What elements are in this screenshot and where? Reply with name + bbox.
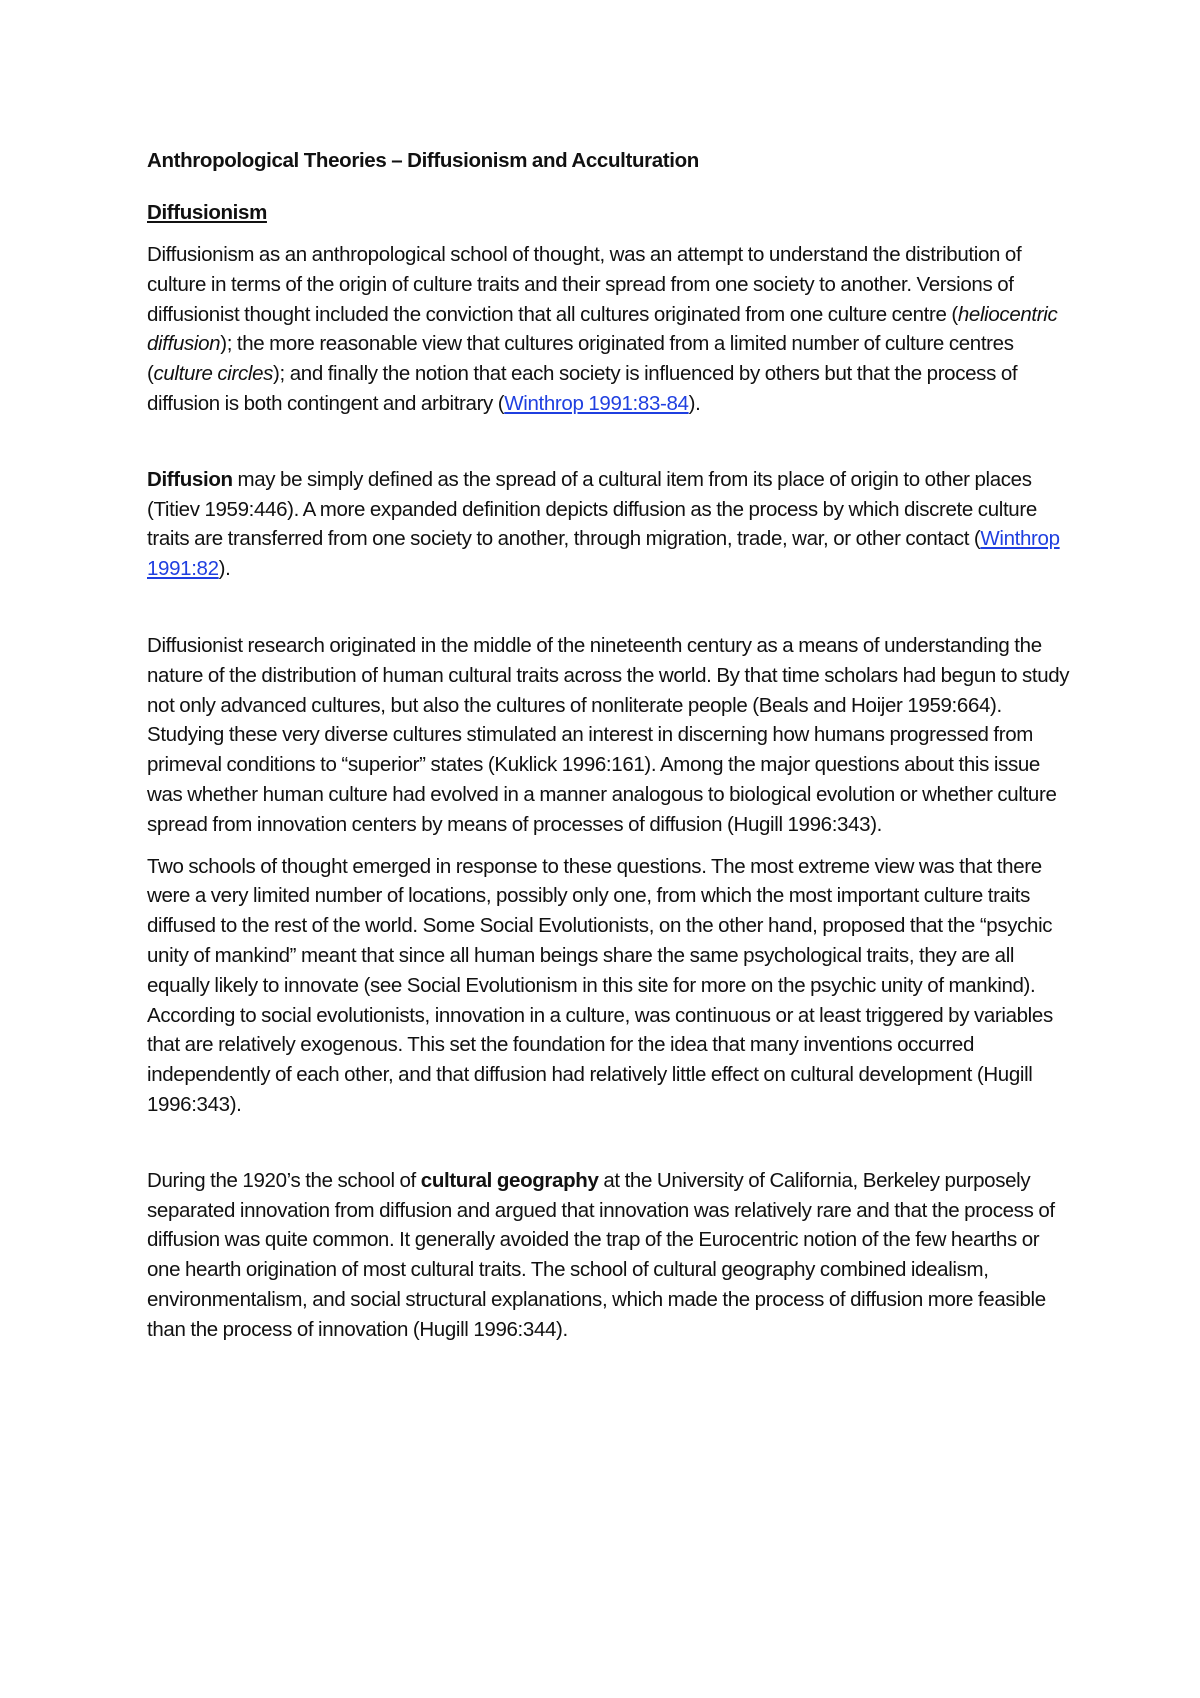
- diffusion-term: Diffusion: [147, 467, 233, 491]
- paragraph-1-text-d: ).: [688, 391, 701, 415]
- heliocentric-diffusion-term: heliocentric diffusion: [147, 302, 1058, 356]
- section-heading-diffusionism: Diffusionism: [147, 201, 267, 224]
- paragraph-1-text-a: Diffusionism as an anthropological school of thought, was an attempt to understand the distribution of culture in terms of the origin of culture traits and their spread from one society to another. Versions of diffusionist thought included the conviction that all cultures originated from one culture centre (: [147, 243, 1022, 326]
- paragraph-3: Diffusionist research originated in the middle of the nineteenth century as a means of understanding the nature of the distribution of human cultural traits across the world. By that time scholars had begun to study not only advanced cultures, but also the cultures of nonliterate people (Beals and Hoijer 1959:664). Studying these very diverse cultures stimulated an interest in discerning how humans progressed from primeval conditions to “superior” states (Kuklick 1996:161). Among the major questions about this issue was whether human culture had evolved in a manner analogous to biological evolution or whether culture spread from innovation centers by means of processes of diffusion (Hugill 1996:343).: [147, 633, 1070, 836]
- paragraph-2: [147, 465, 1077, 584]
- document-page: [147, 146, 1077, 1345]
- cultural-geography-term: cultural geography: [420, 1168, 599, 1192]
- paragraph-2-text-b: ).: [218, 557, 231, 581]
- paragraph-5-text-a: During the 1920’s the school of: [147, 1168, 421, 1192]
- paragraph-5: [147, 1166, 1077, 1345]
- culture-circles-term: culture circles: [153, 362, 274, 386]
- paragraph-5-text-b: at the University of California, Berkeley purposely separated innovation from diffusion and argued that innovation was relatively rare and that the process of diffusion was quite common. It generally avoided the trap of the Eurocentric notion of the few hearths or one hearth origination of most cultural traits. The school of cultural geography combined idealism, environmentalism, and social structural explanations, which made the process of diffusion more feasible than the process of innovation (Hugill 1996:344).: [147, 1168, 1055, 1341]
- paragraph-1-text-c: ); and finally the notion that each society is influenced by others but that the process of diffusion is both contingent and arbitrary (: [147, 362, 1018, 415]
- winthrop-1991-83-84-link[interactable]: Winthrop 1991:83-84: [504, 391, 689, 415]
- paragraph-2-text-a: may be simply defined as the spread of a cultural item from its place of origin to other places (Titiev 1959:446). A more expanded definition depicts diffusion as the process by which discrete culture traits are transferred from one society to another, through migration, trade, war, or other contact (: [147, 467, 1037, 551]
- paragraph-1-text-b: ); the more reasonable view that cultures originated from a limited number of culture centres (: [147, 332, 1014, 386]
- paragraph-4: Two schools of thought emerged in response to these questions. The most extreme view was that there were a very limited number of locations, possibly only one, from which the most important culture traits diffused to the rest of the world. Some Social Evolutionists, on the other hand, proposed that the “psychic unity of mankind” meant that since all human beings share the same psychological traits, they are all equally likely to innovate (see Social Evolutionism in this site for more on the psychic unity of mankind). According to social evolutionists, innovation in a culture, was continuous or at least triggered by variables that are relatively exogenous. This set the foundation for the idea that many inventions occurred independently of each other, and that diffusion had relatively little effect on cultural development (Hugill 1996:343).: [147, 854, 1053, 1116]
- document-title: Anthropological Theories – Diffusionism and Acculturation: [147, 149, 699, 172]
- winthrop-1991-82-link[interactable]: Winthrop 1991:82: [147, 527, 1060, 581]
- paragraph-1: [147, 240, 1077, 419]
